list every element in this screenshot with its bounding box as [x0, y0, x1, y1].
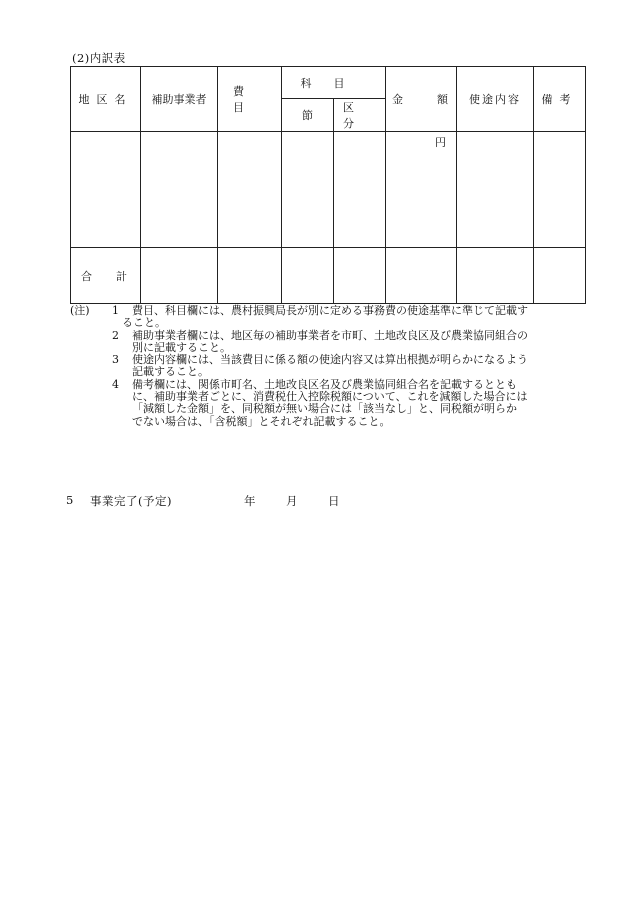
breakdown-table	[70, 66, 586, 304]
yen-unit: 円	[386, 132, 457, 248]
notes-prefix: (注)	[70, 304, 90, 317]
completion-label: 事業完了(予定)	[90, 494, 172, 508]
header-usage: 使途内容	[457, 67, 534, 132]
total-amount	[386, 248, 457, 304]
total-remarks	[534, 248, 586, 304]
note-item: 2 補助事業者欄には、地区毎の補助事業者を市町、土地改良区及び農業協同組合の 別に記載すること。	[112, 328, 528, 354]
header-district: 地区名	[71, 67, 141, 132]
cell-sub-category	[334, 132, 386, 248]
completion-day: 日	[328, 494, 340, 508]
header-sub-section: 節	[282, 99, 334, 132]
cell-district	[71, 132, 141, 248]
header-amount: 金 額	[386, 67, 457, 132]
total-operator	[141, 248, 218, 304]
header-operator: 補助事業者	[141, 67, 218, 132]
total-label: 合 計	[71, 248, 141, 304]
cell-expense	[218, 132, 282, 248]
note-item: (注) 1 費目、科目欄には、農村振興局長が別に定める事務費の使途基準に準じて記載す ること。	[70, 304, 528, 330]
total-usage	[457, 248, 534, 304]
header-subject: 科目	[282, 67, 386, 99]
note-item: 4 備考欄には、関係市町名、土地改良区名及び農業協同組合名を記載するととも に、補助事業者ごとに、消費税仕入控除税額について、これを減額した場合には 「減額した金額」を、同税額が無い場合には「該当なし」と、同税額が明らか でない場合は、「含税額」とそれぞれ記載すること。	[112, 377, 528, 428]
section-title: (2)内訳表	[72, 51, 126, 65]
cell-operator	[141, 132, 218, 248]
total-sub-category	[334, 248, 386, 304]
header-sub-category: 区分	[334, 99, 386, 132]
completion-line	[66, 493, 370, 509]
note-item: 3 使途内容欄には、当該費目に係る額の使途内容又は算出根拠が明らかになるよう 記載すること。	[112, 353, 528, 379]
cell-sub-section	[282, 132, 334, 248]
notes	[70, 305, 600, 428]
total-expense	[218, 248, 282, 304]
completion-month: 月	[286, 494, 298, 508]
completion-number: 5	[66, 493, 74, 507]
header-expense: 費目	[218, 67, 282, 132]
total-sub-section	[282, 248, 334, 304]
completion-year: 年	[244, 494, 256, 508]
header-remarks: 備考	[534, 67, 586, 132]
cell-usage	[457, 132, 534, 248]
cell-remarks	[534, 132, 586, 248]
